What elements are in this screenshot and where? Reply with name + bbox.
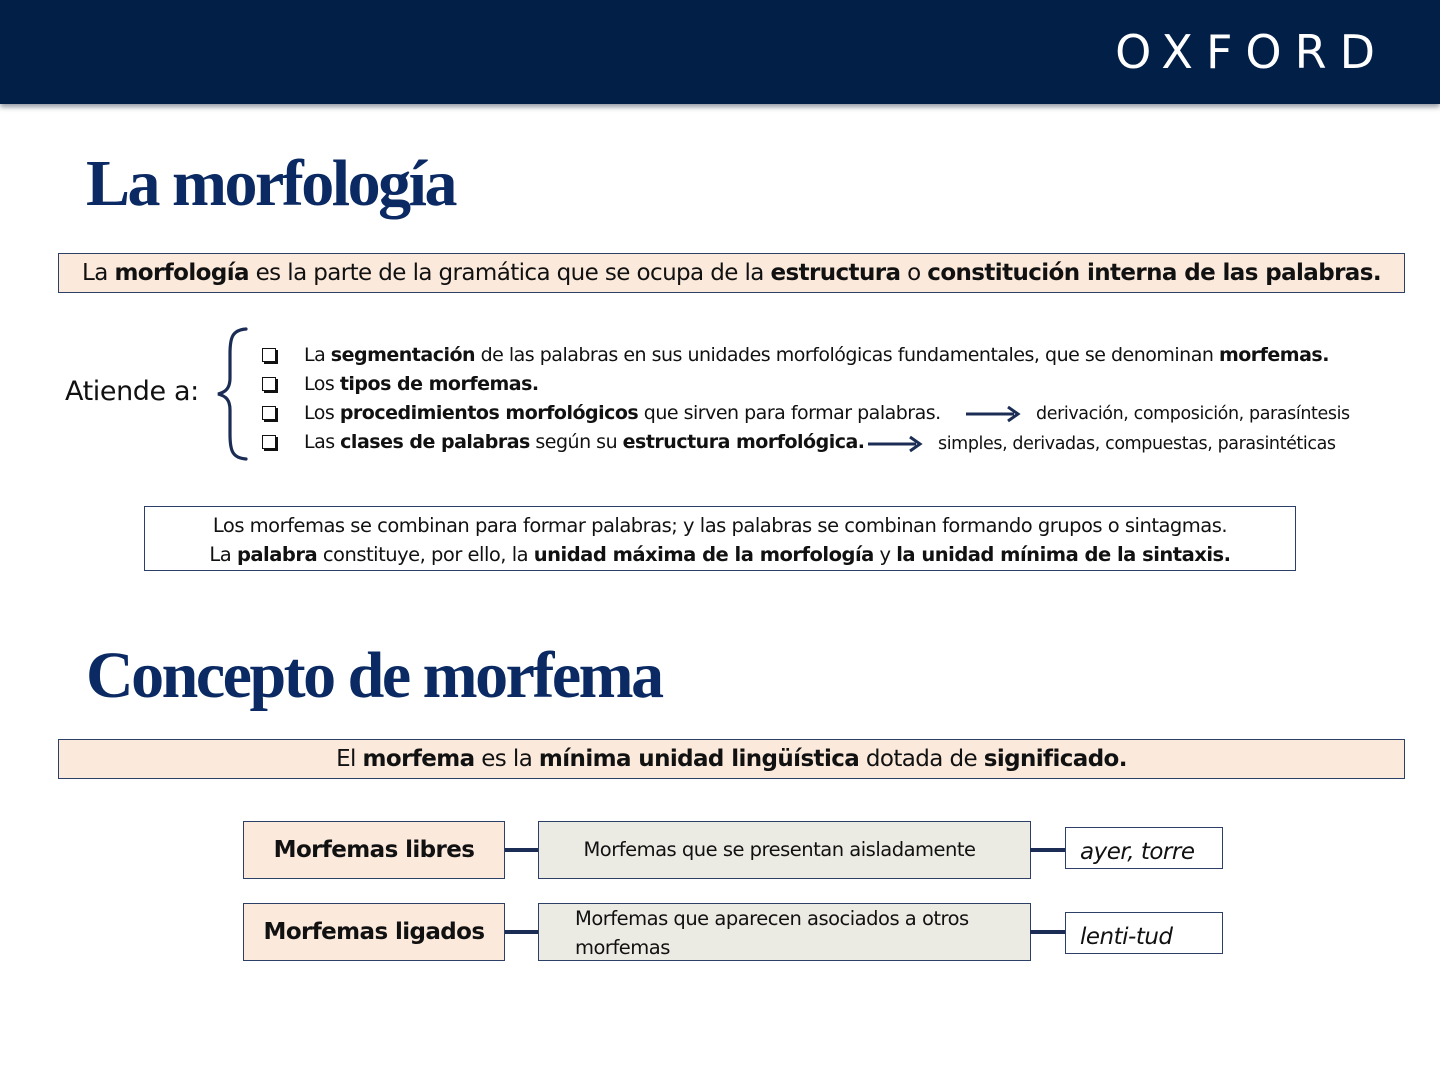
text-run: La bbox=[209, 543, 237, 566]
text-run: Los bbox=[304, 373, 340, 395]
text-run: Las bbox=[304, 431, 341, 453]
text-run: dotada de bbox=[859, 746, 984, 772]
morpheme-type-description bbox=[538, 903, 1031, 961]
list-item-text bbox=[304, 341, 1329, 370]
morpheme-type-row bbox=[243, 821, 1233, 879]
emphasis-text: estructura bbox=[770, 260, 901, 286]
description-line: Morfemas que aparecen asociados a otros bbox=[575, 907, 969, 930]
checkbox-bullet-icon bbox=[262, 406, 276, 420]
morfema-definition bbox=[58, 739, 1405, 779]
oxford-logo: OXFORD bbox=[1115, 25, 1388, 79]
classes-arrow-note bbox=[866, 434, 1336, 454]
text-run: según su bbox=[529, 431, 623, 453]
section-title-concepto: Concepto de morfema bbox=[86, 639, 662, 712]
connector-line bbox=[505, 930, 539, 934]
attends-label: Atiende a: bbox=[65, 376, 199, 407]
emphasis-text: unidad máxima de la morfología bbox=[533, 543, 874, 566]
curly-brace-icon bbox=[212, 326, 252, 462]
morpheme-example: ayer, torre bbox=[1065, 827, 1223, 869]
emphasis-text: estructura morfológica. bbox=[622, 431, 865, 453]
emphasis-text: tipos de morfemas. bbox=[339, 373, 539, 395]
section-title-morfologia: La morfología bbox=[86, 147, 455, 220]
list-item-text bbox=[304, 370, 539, 399]
classes-examples: simples, derivadas, compuestas, parasintéticas bbox=[938, 434, 1336, 454]
list-item-text bbox=[304, 399, 941, 428]
text-run: constituye, por ello, la bbox=[317, 543, 534, 566]
connector-line bbox=[1030, 930, 1065, 934]
procedures-examples: derivación, composición, parasíntesis bbox=[1036, 404, 1350, 424]
emphasis-text: la unidad mínima de la sintaxis. bbox=[896, 543, 1231, 566]
text-run: La bbox=[82, 260, 115, 286]
morpheme-type-description: Morfemas que se presentan aisladamente bbox=[538, 821, 1031, 879]
text-run: es la bbox=[474, 746, 539, 772]
connector-line bbox=[1030, 848, 1065, 852]
emphasis-text: segmentación bbox=[330, 344, 476, 366]
text-run: y bbox=[873, 543, 897, 566]
morpheme-example: lenti-tud bbox=[1065, 912, 1223, 954]
note-line-1 bbox=[145, 511, 1295, 540]
text-run: es la parte de la gramática que se ocupa de la bbox=[248, 260, 771, 286]
description-line: morfemas bbox=[575, 936, 670, 959]
word-unit-note bbox=[144, 506, 1296, 571]
text-run: La bbox=[304, 344, 331, 366]
emphasis-text: palabra bbox=[236, 543, 318, 566]
connector-line bbox=[505, 848, 539, 852]
morpheme-type-row bbox=[243, 903, 1233, 961]
procedures-arrow-note bbox=[964, 404, 1350, 424]
morpheme-type-label: Morfemas libres bbox=[243, 821, 505, 879]
note-line-2 bbox=[145, 540, 1295, 569]
text-run: Los bbox=[304, 402, 340, 424]
text-run: Los morfemas se combinan para formar palabras; y las palabras se combinan formando grupos o sintagmas. bbox=[212, 514, 1228, 537]
morpheme-type-label: Morfemas ligados bbox=[243, 903, 505, 961]
morfologia-definition bbox=[58, 253, 1405, 293]
checkbox-bullet-icon bbox=[262, 377, 276, 391]
emphasis-text: significado. bbox=[983, 746, 1127, 772]
text-run: El bbox=[336, 746, 363, 772]
text-run: de las palabras en sus unidades morfológicas fundamentales, que se denominan bbox=[475, 344, 1219, 366]
header-bar bbox=[0, 0, 1440, 104]
text-run: o bbox=[900, 260, 928, 286]
checkbox-bullet-icon bbox=[262, 435, 276, 449]
right-arrow-icon bbox=[964, 404, 1022, 424]
emphasis-text: mínima unidad lingüística bbox=[538, 746, 860, 772]
list-item-text bbox=[304, 428, 865, 457]
emphasis-text: morfemas. bbox=[1218, 344, 1329, 366]
emphasis-text: procedimientos morfológicos bbox=[339, 402, 639, 424]
emphasis-text: clases de palabras bbox=[340, 431, 530, 453]
text-run: que sirven para formar palabras. bbox=[638, 402, 941, 424]
emphasis-text: constitución interna de las palabras. bbox=[927, 260, 1381, 286]
emphasis-text: morfología bbox=[114, 260, 249, 286]
emphasis-text: morfema bbox=[362, 746, 475, 772]
right-arrow-icon bbox=[866, 434, 924, 454]
checkbox-bullet-icon bbox=[262, 348, 276, 362]
